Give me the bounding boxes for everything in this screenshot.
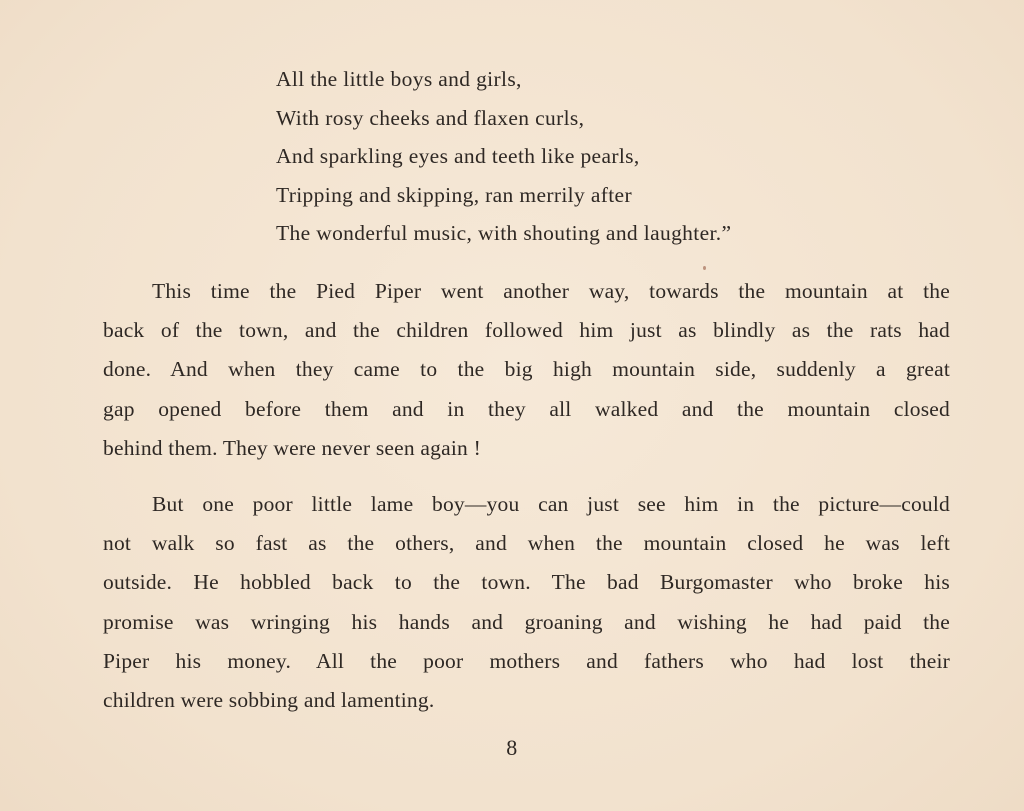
poem-line: With rosy cheeks and flaxen curls, — [276, 105, 585, 130]
poem-line: All the little boys and girls, — [276, 67, 522, 91]
paragraph-line: This time the Pied Piper went another way, towards the mountain at the — [152, 279, 950, 303]
paragraph-line: not walk so fast as the others, and when the mountain closed he was left — [103, 531, 950, 556]
paragraph-line: done. And when they came to the big high mountain side, suddenly a great — [103, 357, 950, 382]
paragraph-pied-piper-mountain — [103, 272, 950, 468]
paragraph-lame-boy — [103, 485, 950, 720]
paragraph-line: back of the town, and the children followed him just as blindly as the rats had — [103, 318, 950, 343]
page-number: 8 — [506, 735, 518, 760]
paper-speck — [703, 266, 706, 270]
paragraph-line: behind them. They were never seen again ! — [103, 435, 481, 460]
paragraph-line: gap opened before them and in they all walked and the mountain closed — [103, 396, 950, 421]
poem-line: And sparkling eyes and teeth like pearls, — [276, 144, 640, 168]
paragraph-line: children were sobbing and lamenting. — [103, 688, 435, 713]
paragraph-line: Piper his money. All the poor mothers and fathers who had lost their — [103, 648, 950, 673]
paragraph-line: But one poor little lame boy—you can just see him in the picture—could — [152, 492, 950, 516]
poem-line: The wonderful music, with shouting and laughter.” — [276, 221, 732, 245]
poem-line: Tripping and skipping, ran merrily after — [276, 182, 632, 207]
poem-stanza — [276, 60, 731, 253]
paragraph-line: outside. He hobbled back to the town. The bad Burgomaster who broke his — [103, 570, 950, 595]
paragraph-line: promise was wringing his hands and groaning and wishing he had paid the — [103, 609, 950, 634]
